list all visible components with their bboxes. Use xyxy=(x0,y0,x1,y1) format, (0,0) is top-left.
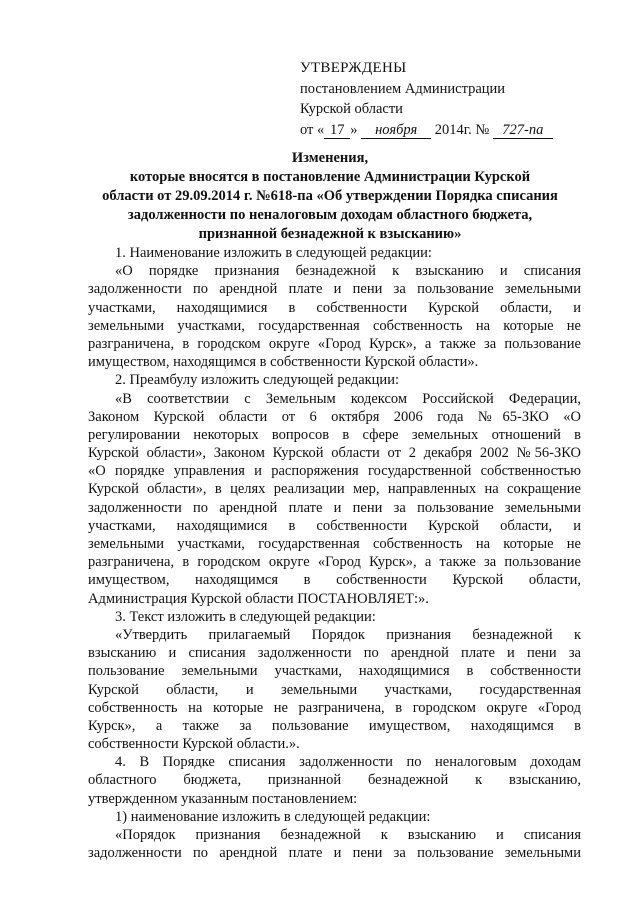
body-text-line: Администрация Курской области ПОСТАНОВЛЯЕТ:». xyxy=(88,590,429,607)
body-text-line: земельными участками, государственная собственность на которые не xyxy=(88,536,581,552)
body-text-line: участками, находящимися в собственности Курской области, и xyxy=(88,517,581,534)
title-line: задолженности по неналоговым доходам областного бюджета, xyxy=(127,207,533,223)
date-prefix: от « xyxy=(300,121,325,138)
body-text-line: 3. Текст изложить в следующей редакции: xyxy=(115,608,376,625)
body-text-line: пользование земельными участками, находящимися в собственности xyxy=(88,663,581,680)
body-text-line: разграничена, в городском округе «Город Курск», а также за пользование xyxy=(88,335,581,352)
approval-block xyxy=(300,58,620,140)
document-title xyxy=(80,149,580,244)
document-number: 727-па xyxy=(493,122,553,139)
approval-heading: УТВЕРЖДЕНЫ xyxy=(300,60,407,76)
body-text-line: Курской области», в целях реализации мер, направленных на сокращение xyxy=(88,481,581,498)
body-text-line: Законом Курской области от 6 октября 2006 года №65-ЗКО «О xyxy=(88,408,581,425)
body-text-line: утвержденном указанным постановлением: xyxy=(88,790,358,807)
body-text-line: Курск», а также за пользование имуществом, находящимся в xyxy=(88,717,581,734)
body-text-line: 4. В Порядке списания задолженности по неналоговым доходам xyxy=(115,754,581,771)
body-text-line: 2. Преамбулу изложить следующей редакции: xyxy=(115,372,399,389)
title-line: которые вносятся в постановление Администрации Курской xyxy=(129,169,531,185)
body-text-line: задолженности по арендной плате и пени за пользование земельными xyxy=(88,845,581,862)
body-text-line: задолженности по арендной плате и пени за пользование земельными xyxy=(88,281,581,298)
date-year: 2014г. № xyxy=(434,121,490,138)
body-text-line: 1. Наименование изложить в следующей редакции: xyxy=(115,245,432,261)
document-body xyxy=(88,244,581,862)
body-text-line: задолженности по арендной плате и пени за пользование земельными xyxy=(88,499,581,516)
body-text-line: «Порядок признания безнадежной к взысканию и списания xyxy=(115,827,581,843)
title-line: области от 29.09.2014 г. №618-па «Об утверждении Порядка списания xyxy=(102,188,558,204)
body-text-line: Курской области, и земельными участками, государственная xyxy=(88,681,581,698)
title-line: признанной безнадежной к взысканию» xyxy=(198,226,462,242)
body-text-line: земельными участками, государственная собственность на которые не xyxy=(88,317,581,334)
body-text-line: разграничена, в городском округе «Город Курск», а также за пользование xyxy=(88,554,581,571)
body-text-line: участками, находящимися в собственности Курской области, и xyxy=(88,299,581,316)
date-mid: » xyxy=(350,121,358,138)
body-text-line: собственность на которые не разграничена, в городском округе «Город xyxy=(88,699,581,716)
body-text-line: Курской области», Законом Курской области от 2 декабря 2002 №56-ЗКО xyxy=(88,445,581,462)
body-text-line: «О порядке управления и распоряжения государственной собственностью xyxy=(88,463,581,480)
title-line: Изменения, xyxy=(291,150,369,166)
body-text-line: имуществом, находящимся в собственности Курской области». xyxy=(88,354,479,371)
body-text-line: взысканию и списания задолженности по арендной плате и пени за xyxy=(88,645,581,662)
approval-line-1: постановлением Администрации xyxy=(300,80,506,97)
body-text-line: областного бюджета, признанной безнадежной к взысканию, xyxy=(88,772,581,789)
date-month: ноября xyxy=(361,122,431,139)
body-text-line: регулировании некоторых вопросов в сфере земельных отношений в xyxy=(88,426,581,443)
body-text-line: 1) наименование изложить в следующей редакции: xyxy=(115,808,431,825)
body-text-line: имуществом, находящимся в собственности Курской области, xyxy=(88,572,581,589)
body-text-line: собственности Курской области.». xyxy=(88,736,300,753)
approval-line-2: Курской области xyxy=(300,101,403,117)
body-text-line: «О порядке признания безнадежной к взысканию и списания xyxy=(115,263,581,280)
approval-date-line xyxy=(300,120,620,141)
body-text-line: «Утвердить прилагаемый Порядок признания безнадежной к xyxy=(115,626,581,643)
body-text-line: «В соответствии с Земельным кодексом Российской Федерации, xyxy=(115,390,581,407)
date-day: 17 xyxy=(324,122,350,139)
